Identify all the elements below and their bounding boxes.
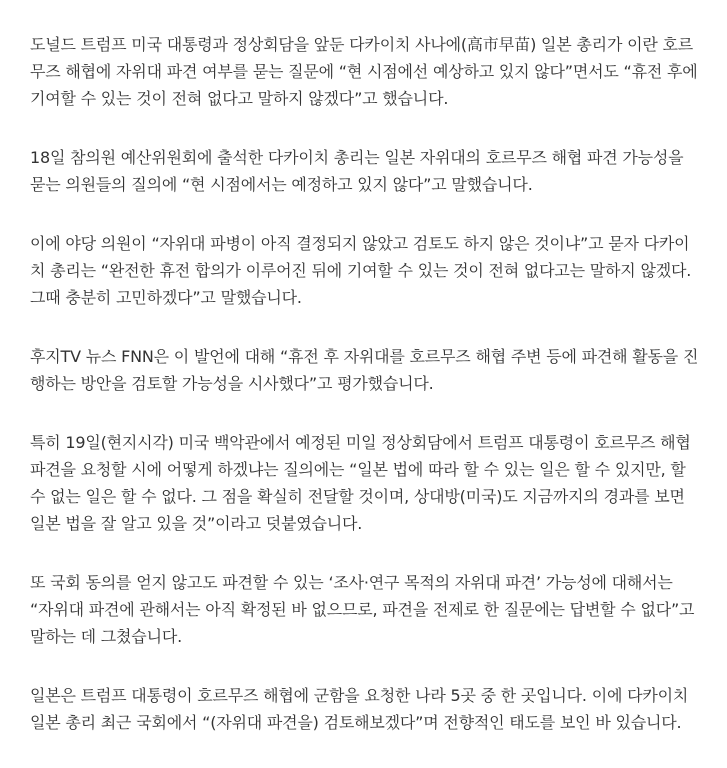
paragraph-4 <box>30 343 705 397</box>
paragraph-line: “자위대 파견에 관해서는 아직 확정된 바 없으므로, 파견을 전제로 한 질문에는 답변할 수 없다”고 <box>30 600 695 619</box>
article-body <box>30 31 705 768</box>
paragraph-line: 후지TV 뉴스 FNN은 이 발언에 대해 “휴전 후 자위대를 호르무즈 해협 주변 등에 파견해 활동을 진 <box>30 347 699 366</box>
paragraph-2 <box>30 144 705 198</box>
paragraph-line: 또 국회 동의를 얻지 않고도 파견할 수 있는 ‘조사·연구 목적의 자위대 파견’ 가능성에 대해서는 <box>30 573 673 592</box>
paragraph-line: 이에 야당 의원이 “자위대 파병이 아직 결정되지 않았고 검토도 하지 않은 것이냐”고 묻자 다카이 <box>30 234 690 253</box>
paragraph-line: 도널드 트럼프 미국 대통령과 정상회담을 앞둔 다카이치 사나에(高市早苗) 일본 총리가 이란 호르 <box>30 35 693 54</box>
paragraph-line: 무즈 해협에 자위대 파견 여부를 묻는 질문에 “현 시점에선 예상하고 있지 않다”면서도 “휴전 후에 <box>30 62 698 81</box>
paragraph-line: 일본 법을 잘 알고 있을 것”이라고 덧붙였습니다. <box>30 514 363 533</box>
paragraph-line: 수 없는 일은 할 수 없다. 그 점을 확실히 전달할 것이며, 상대방(미국)도 지금까지의 경과를 보면 <box>30 487 685 506</box>
paragraph-1 <box>30 31 705 112</box>
paragraph-line: 특히 19일(현지시각) 미국 백악관에서 예정된 미일 정상회담에서 트럼프 대통령이 호르무즈 해협 <box>30 433 691 452</box>
paragraph-line: 행하는 방안을 검토할 가능성을 시사했다”고 평가했습니다. <box>30 374 434 393</box>
paragraph-line: 일본은 트럼프 대통령이 호르무즈 해협에 군함을 요청한 나라 5곳 중 한 곳입니다. 이에 다카이치 <box>30 686 689 705</box>
paragraph-line: 18일 참의원 예산위원회에 출석한 다카이치 총리는 일본 자위대의 호르무즈 해협 파견 가능성을 <box>30 148 684 167</box>
paragraph-5 <box>30 429 705 537</box>
paragraph-6 <box>30 569 705 650</box>
paragraph-line: 말하는 데 그쳤습니다. <box>30 627 182 646</box>
paragraph-line: 그때 충분히 고민하겠다”고 말했습니다. <box>30 288 302 307</box>
paragraph-3 <box>30 230 705 311</box>
paragraph-7 <box>30 682 705 736</box>
paragraph-line: 파견을 요청할 시에 어떻게 하겠냐는 질의에는 “일본 법에 따라 할 수 있는 일은 할 수 있지만, 할 <box>30 460 686 479</box>
paragraph-line: 치 총리는 “완전한 휴전 합의가 이루어진 뒤에 기여할 수 있는 것이 전혀 없다고는 말하지 않겠다. <box>30 261 692 280</box>
paragraph-line: 기여할 수 있는 것이 전혀 없다고 말하지 않겠다”고 했습니다. <box>30 89 449 108</box>
paragraph-line: 묻는 의원들의 질의에 “현 시점에서는 예정하고 있지 않다”고 말했습니다. <box>30 175 533 194</box>
paragraph-line: 일본 총리 최근 국회에서 “(자위대 파견을) 검토해보겠다”며 전향적인 태도를 보인 바 있습니다. <box>30 713 682 732</box>
